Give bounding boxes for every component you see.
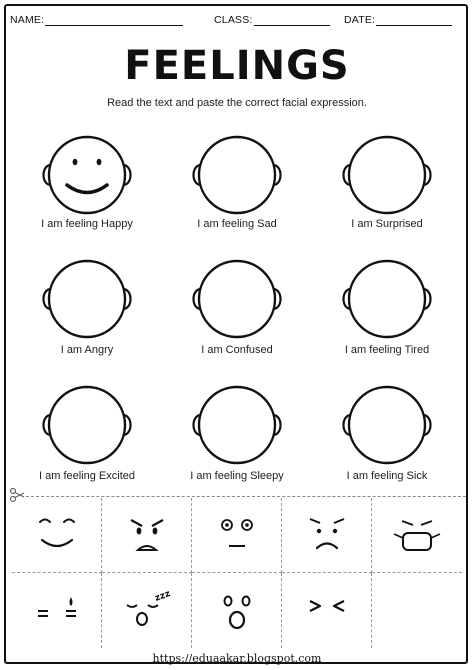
face-caption: I am feeling Tired (344, 344, 430, 356)
cutout-cell[interactable] (12, 498, 102, 573)
date-field[interactable] (344, 14, 452, 26)
blank-face-circle[interactable] (337, 130, 437, 220)
tired-expression-icon[interactable] (12, 573, 102, 648)
cut-line (26, 496, 466, 497)
face-caption: I am Confused (201, 344, 273, 356)
zzz-text: zzz (153, 589, 172, 604)
face-caption: I am feeling Sad (197, 218, 277, 230)
class-label: CLASS: (214, 14, 253, 26)
class-field[interactable] (214, 14, 330, 26)
happy-expression-icon[interactable] (12, 498, 102, 573)
blank-face-circle[interactable] (187, 254, 287, 344)
cutout-cell[interactable] (372, 573, 462, 648)
surprised-expression-icon[interactable] (192, 573, 282, 648)
excited-expression-icon[interactable] (282, 573, 372, 648)
header-fields (10, 14, 464, 30)
blank-face-circle[interactable] (37, 254, 137, 344)
cutout-cell[interactable] (282, 498, 372, 573)
worksheet-title: FEELINGS (124, 43, 350, 89)
cutout-cell[interactable] (372, 498, 462, 573)
cutout-cell[interactable] (192, 573, 282, 648)
confused-expression-icon[interactable] (192, 498, 282, 573)
name-blank-line[interactable] (45, 15, 183, 26)
cutout-cell[interactable] (12, 573, 102, 648)
face-caption: I am feeling Sleepy (190, 470, 284, 482)
class-blank-line[interactable] (254, 15, 330, 26)
name-label: NAME: (10, 14, 45, 26)
empty-cell[interactable] (372, 573, 462, 648)
happy-face-icon[interactable] (37, 130, 137, 220)
face-caption: I am Surprised (351, 218, 423, 230)
blank-face-circle[interactable] (37, 380, 137, 470)
face-caption: I am feeling Excited (39, 470, 135, 482)
footer-url: https://eduaakar.blogspot.com (152, 652, 322, 665)
sad-expression-icon[interactable] (282, 498, 372, 573)
cutout-cell[interactable] (102, 573, 192, 648)
name-field[interactable] (10, 14, 183, 26)
sleepy-expression-icon[interactable] (102, 573, 192, 648)
cutout-cell[interactable] (282, 573, 372, 648)
instructions-text: Read the text and paste the correct facial expression. (107, 97, 367, 109)
date-label: DATE: (344, 14, 376, 26)
blank-face-circle[interactable] (187, 380, 287, 470)
sick-mask-expression-icon[interactable] (372, 498, 462, 573)
face-caption: I am Angry (60, 344, 114, 356)
cutout-cell[interactable] (102, 498, 192, 573)
face-caption: I am feeling Happy (41, 218, 133, 230)
cutout-expressions-grid (12, 498, 462, 648)
blank-face-circle[interactable] (187, 130, 287, 220)
cutout-cell[interactable] (192, 498, 282, 573)
face-caption: I am feeling Sick (346, 470, 428, 482)
blank-face-circle[interactable] (337, 380, 437, 470)
date-blank-line[interactable] (376, 15, 452, 26)
angry-expression-icon[interactable] (102, 498, 192, 573)
blank-face-circle[interactable] (337, 254, 437, 344)
